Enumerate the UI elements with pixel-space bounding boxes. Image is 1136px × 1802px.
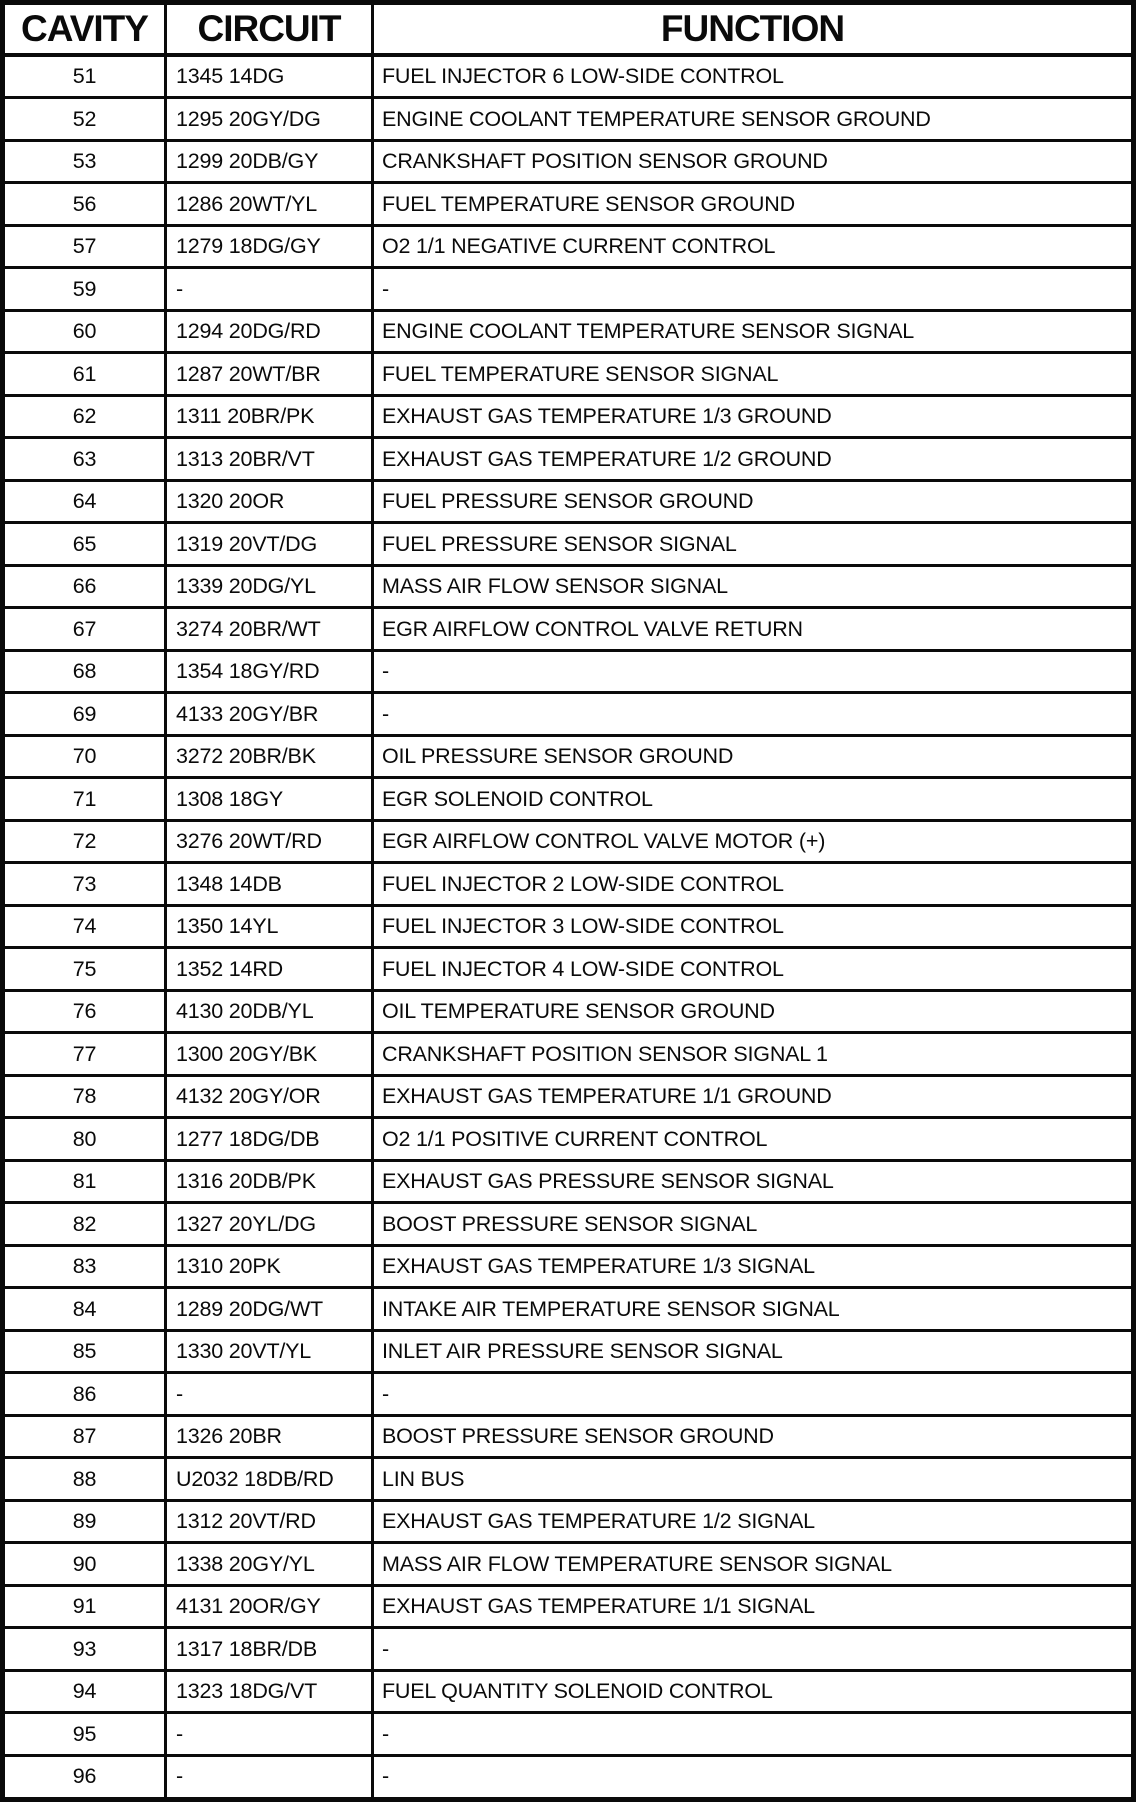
cavity-cell: 88 <box>3 1458 166 1501</box>
circuit-cell: 1330 20VT/YL <box>166 1330 373 1373</box>
function-cell: FUEL PRESSURE SENSOR GROUND <box>373 480 1134 523</box>
table-row <box>3 480 1134 523</box>
cavity-cell: 67 <box>3 608 166 651</box>
circuit-cell: 1312 20VT/RD <box>166 1500 373 1543</box>
table-row <box>3 735 1134 778</box>
circuit-cell: 3272 20BR/BK <box>166 735 373 778</box>
cavity-cell: 66 <box>3 565 166 608</box>
function-cell: CRANKSHAFT POSITION SENSOR SIGNAL 1 <box>373 1033 1134 1076</box>
cavity-cell: 78 <box>3 1075 166 1118</box>
table-row <box>3 1033 1134 1076</box>
table-row <box>3 948 1134 991</box>
table-row <box>3 863 1134 906</box>
cavity-cell: 72 <box>3 820 166 863</box>
circuit-cell: 1308 18GY <box>166 778 373 821</box>
cavity-cell: 93 <box>3 1628 166 1671</box>
table-row <box>3 1330 1134 1373</box>
cavity-cell: 71 <box>3 778 166 821</box>
circuit-cell: - <box>166 268 373 311</box>
table-body <box>3 55 1134 1800</box>
circuit-cell: 3274 20BR/WT <box>166 608 373 651</box>
function-cell: - <box>373 1373 1134 1416</box>
function-cell: EXHAUST GAS PRESSURE SENSOR SIGNAL <box>373 1160 1134 1203</box>
circuit-cell: 1348 14DB <box>166 863 373 906</box>
circuit-cell: 1339 20DG/YL <box>166 565 373 608</box>
table-row <box>3 55 1134 98</box>
circuit-cell: - <box>166 1713 373 1756</box>
function-cell: - <box>373 650 1134 693</box>
cavity-cell: 80 <box>3 1118 166 1161</box>
table-row <box>3 1160 1134 1203</box>
function-cell: FUEL INJECTOR 6 LOW-SIDE CONTROL <box>373 55 1134 98</box>
circuit-cell: 1352 14RD <box>166 948 373 991</box>
circuit-cell: 1354 18GY/RD <box>166 650 373 693</box>
cavity-cell: 68 <box>3 650 166 693</box>
function-cell: - <box>373 693 1134 736</box>
cavity-cell: 90 <box>3 1543 166 1586</box>
table-row <box>3 1118 1134 1161</box>
circuit-cell: 1327 20YL/DG <box>166 1203 373 1246</box>
table-row <box>3 1543 1134 1586</box>
cavity-cell: 74 <box>3 905 166 948</box>
function-cell: MASS AIR FLOW TEMPERATURE SENSOR SIGNAL <box>373 1543 1134 1586</box>
table-row <box>3 1500 1134 1543</box>
cavity-cell: 52 <box>3 98 166 141</box>
function-cell: INTAKE AIR TEMPERATURE SENSOR SIGNAL <box>373 1288 1134 1331</box>
column-header-circuit: CIRCUIT <box>166 3 373 55</box>
circuit-cell: 1311 20BR/PK <box>166 395 373 438</box>
table-row <box>3 1755 1134 1799</box>
table-row <box>3 353 1134 396</box>
circuit-cell: 1279 18DG/GY <box>166 225 373 268</box>
table-row <box>3 140 1134 183</box>
table-row <box>3 1458 1134 1501</box>
circuit-cell: 1323 18DG/VT <box>166 1670 373 1713</box>
cavity-cell: 86 <box>3 1373 166 1416</box>
table-row <box>3 1245 1134 1288</box>
function-cell: - <box>373 268 1134 311</box>
table-header <box>3 3 1134 55</box>
cavity-cell: 57 <box>3 225 166 268</box>
cavity-cell: 65 <box>3 523 166 566</box>
circuit-cell: 1310 20PK <box>166 1245 373 1288</box>
table-row <box>3 820 1134 863</box>
function-cell: ENGINE COOLANT TEMPERATURE SENSOR SIGNAL <box>373 310 1134 353</box>
table-row <box>3 1713 1134 1756</box>
cavity-cell: 84 <box>3 1288 166 1331</box>
cavity-cell: 69 <box>3 693 166 736</box>
circuit-cell: 1299 20DB/GY <box>166 140 373 183</box>
function-cell: O2 1/1 POSITIVE CURRENT CONTROL <box>373 1118 1134 1161</box>
table-row <box>3 990 1134 1033</box>
function-cell: - <box>373 1755 1134 1799</box>
function-cell: EGR AIRFLOW CONTROL VALVE MOTOR (+) <box>373 820 1134 863</box>
column-header-function: FUNCTION <box>373 3 1134 55</box>
circuit-cell: 1289 20DG/WT <box>166 1288 373 1331</box>
cavity-cell: 83 <box>3 1245 166 1288</box>
cavity-cell: 94 <box>3 1670 166 1713</box>
circuit-cell: 4133 20GY/BR <box>166 693 373 736</box>
function-cell: O2 1/1 NEGATIVE CURRENT CONTROL <box>373 225 1134 268</box>
table-row <box>3 183 1134 226</box>
function-cell: FUEL INJECTOR 3 LOW-SIDE CONTROL <box>373 905 1134 948</box>
cavity-cell: 56 <box>3 183 166 226</box>
function-cell: FUEL INJECTOR 2 LOW-SIDE CONTROL <box>373 863 1134 906</box>
circuit-cell: 4131 20OR/GY <box>166 1585 373 1628</box>
circuit-cell: 1294 20DG/RD <box>166 310 373 353</box>
function-cell: MASS AIR FLOW SENSOR SIGNAL <box>373 565 1134 608</box>
function-cell: EXHAUST GAS TEMPERATURE 1/2 GROUND <box>373 438 1134 481</box>
function-cell: FUEL TEMPERATURE SENSOR SIGNAL <box>373 353 1134 396</box>
circuit-cell: 4130 20DB/YL <box>166 990 373 1033</box>
function-cell: EXHAUST GAS TEMPERATURE 1/3 SIGNAL <box>373 1245 1134 1288</box>
cavity-cell: 96 <box>3 1755 166 1799</box>
function-cell: OIL PRESSURE SENSOR GROUND <box>373 735 1134 778</box>
cavity-cell: 75 <box>3 948 166 991</box>
table-row <box>3 310 1134 353</box>
table-row <box>3 778 1134 821</box>
cavity-cell: 51 <box>3 55 166 98</box>
function-cell: ENGINE COOLANT TEMPERATURE SENSOR GROUND <box>373 98 1134 141</box>
cavity-cell: 77 <box>3 1033 166 1076</box>
table-row <box>3 98 1134 141</box>
cavity-cell: 89 <box>3 1500 166 1543</box>
table-row <box>3 225 1134 268</box>
function-cell: EXHAUST GAS TEMPERATURE 1/1 SIGNAL <box>373 1585 1134 1628</box>
cavity-cell: 61 <box>3 353 166 396</box>
circuit-cell: 1313 20BR/VT <box>166 438 373 481</box>
circuit-cell: U2032 18DB/RD <box>166 1458 373 1501</box>
table-row <box>3 1585 1134 1628</box>
function-cell: EXHAUST GAS TEMPERATURE 1/2 SIGNAL <box>373 1500 1134 1543</box>
table-row <box>3 650 1134 693</box>
cavity-cell: 95 <box>3 1713 166 1756</box>
circuit-cell: 1316 20DB/PK <box>166 1160 373 1203</box>
cavity-cell: 70 <box>3 735 166 778</box>
cavity-cell: 73 <box>3 863 166 906</box>
circuit-cell: 1287 20WT/BR <box>166 353 373 396</box>
circuit-cell: 1317 18BR/DB <box>166 1628 373 1671</box>
cavity-cell: 63 <box>3 438 166 481</box>
table-row <box>3 693 1134 736</box>
header-row <box>3 3 1134 55</box>
function-cell: FUEL TEMPERATURE SENSOR GROUND <box>373 183 1134 226</box>
table-row <box>3 268 1134 311</box>
function-cell: INLET AIR PRESSURE SENSOR SIGNAL <box>373 1330 1134 1373</box>
function-cell: BOOST PRESSURE SENSOR GROUND <box>373 1415 1134 1458</box>
table-row <box>3 1415 1134 1458</box>
table-row <box>3 608 1134 651</box>
function-cell: FUEL QUANTITY SOLENOID CONTROL <box>373 1670 1134 1713</box>
cavity-cell: 64 <box>3 480 166 523</box>
function-cell: LIN BUS <box>373 1458 1134 1501</box>
table-row <box>3 395 1134 438</box>
cavity-cell: 60 <box>3 310 166 353</box>
circuit-cell: 1326 20BR <box>166 1415 373 1458</box>
function-cell: CRANKSHAFT POSITION SENSOR GROUND <box>373 140 1134 183</box>
column-header-cavity: CAVITY <box>3 3 166 55</box>
function-cell: - <box>373 1628 1134 1671</box>
circuit-cell: 1320 20OR <box>166 480 373 523</box>
cavity-cell: 76 <box>3 990 166 1033</box>
cavity-cell: 82 <box>3 1203 166 1246</box>
circuit-cell: - <box>166 1755 373 1799</box>
circuit-cell: - <box>166 1373 373 1416</box>
cavity-cell: 81 <box>3 1160 166 1203</box>
table-row <box>3 905 1134 948</box>
function-cell: EGR AIRFLOW CONTROL VALVE RETURN <box>373 608 1134 651</box>
function-cell: EXHAUST GAS TEMPERATURE 1/1 GROUND <box>373 1075 1134 1118</box>
table-row <box>3 1373 1134 1416</box>
table-row <box>3 523 1134 566</box>
table-row <box>3 1075 1134 1118</box>
cavity-cell: 62 <box>3 395 166 438</box>
cavity-cell: 59 <box>3 268 166 311</box>
circuit-cell: 1319 20VT/DG <box>166 523 373 566</box>
table-row <box>3 1288 1134 1331</box>
function-cell: FUEL PRESSURE SENSOR SIGNAL <box>373 523 1134 566</box>
cavity-cell: 85 <box>3 1330 166 1373</box>
function-cell: EGR SOLENOID CONTROL <box>373 778 1134 821</box>
function-cell: FUEL INJECTOR 4 LOW-SIDE CONTROL <box>373 948 1134 991</box>
circuit-cell: 1338 20GY/YL <box>166 1543 373 1586</box>
function-cell: OIL TEMPERATURE SENSOR GROUND <box>373 990 1134 1033</box>
function-cell: - <box>373 1713 1134 1756</box>
circuit-cell: 4132 20GY/OR <box>166 1075 373 1118</box>
circuit-cell: 1350 14YL <box>166 905 373 948</box>
cavity-cell: 87 <box>3 1415 166 1458</box>
table-row <box>3 1628 1134 1671</box>
circuit-cell: 1300 20GY/BK <box>166 1033 373 1076</box>
cavity-cell: 53 <box>3 140 166 183</box>
circuit-cell: 3276 20WT/RD <box>166 820 373 863</box>
circuit-cell: 1286 20WT/YL <box>166 183 373 226</box>
function-cell: BOOST PRESSURE SENSOR SIGNAL <box>373 1203 1134 1246</box>
circuit-cell: 1345 14DG <box>166 55 373 98</box>
cavity-cell: 91 <box>3 1585 166 1628</box>
table-row <box>3 438 1134 481</box>
table-row <box>3 1203 1134 1246</box>
circuit-cell: 1295 20GY/DG <box>166 98 373 141</box>
table-row <box>3 1670 1134 1713</box>
function-cell: EXHAUST GAS TEMPERATURE 1/3 GROUND <box>373 395 1134 438</box>
circuit-cell: 1277 18DG/DB <box>166 1118 373 1161</box>
table-row <box>3 565 1134 608</box>
